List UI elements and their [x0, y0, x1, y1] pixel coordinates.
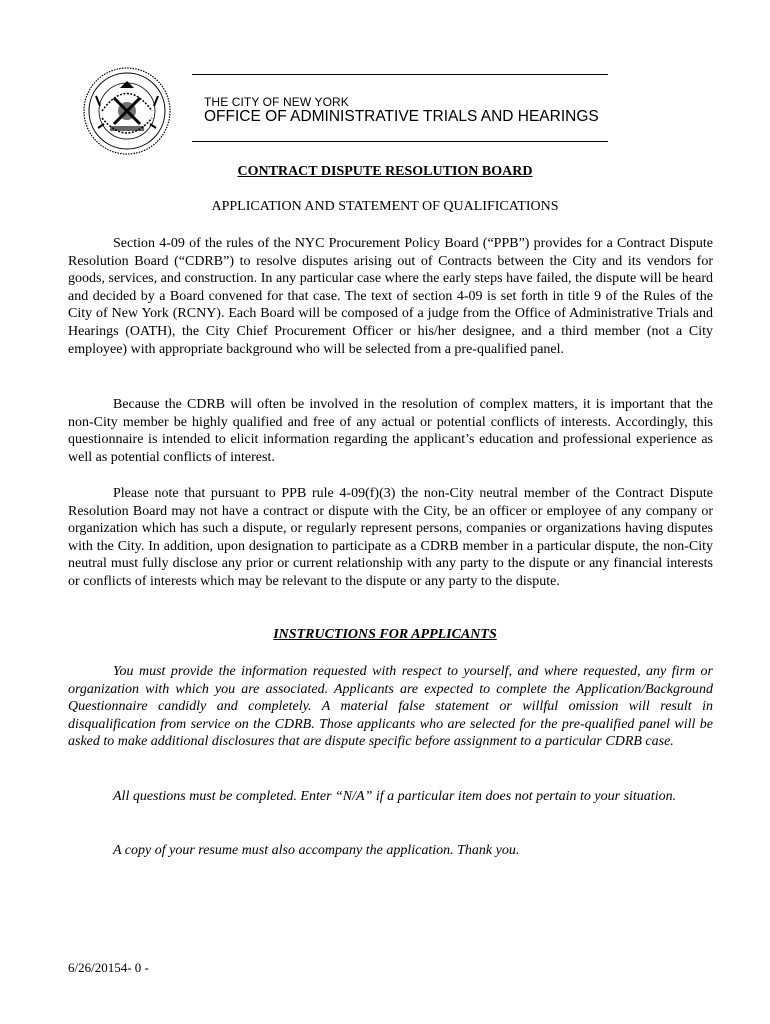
- document-title: CONTRACT DISPUTE RESOLUTION BOARD: [237, 164, 533, 179]
- paragraph-ppb-rule: [68, 485, 713, 591]
- paragraph-text: Because the CDRB will often be involved in the resolution of complex matters, it is important that the non-City member be highly qualified and free of any actual or potential conflicts of interests. Accordingly, this questionnaire is intended to elicit information regarding the applicant’s education and professional experience as well as potential conflicts of interest.: [68, 397, 713, 465]
- header-rule-bottom: [192, 141, 608, 142]
- paragraph-text: Please note that pursuant to PPB rule 4-09(f)(3) the non-City neutral member of the Contract Dispute Resolution Board may not have a contract or dispute with the City, be an officer or employee of any company or organization which has such a dispute, or regularly represent persons, companies or organizations having disputes with the City. In addition, upon designation to participate as a CDRB member in a particular dispute, the non-City neutral must fully disclose any prior or current relationship with any party to the dispute or any financial interests or conflicts of interests which may be relevant to the dispute or any party to the dispute.: [68, 486, 713, 589]
- page-footer: 6/26/20154- 0 -: [68, 960, 149, 975]
- instruction-text: You must provide the information requested with respect to yourself, and where requested, any firm or organization with which you are associated. Applicants are expected to complete the Application/Background Questionnaire candidly and completely. A material false statement or willful omission will result in disqualification from service on the CDRB. Those applicants who are selected for the pre-qualified panel will be asked to make additional disclosures that are dispute specific before assignment to a particular CDRB case.: [68, 664, 713, 750]
- document-subtitle: APPLICATION AND STATEMENT OF QUALIFICATIONS: [211, 199, 559, 214]
- paragraph-section-4-09: [68, 235, 713, 358]
- city-name: THE CITY OF NEW YORK: [204, 95, 349, 109]
- instruction-resume: [68, 842, 713, 860]
- paragraph-conflicts: [68, 396, 713, 466]
- instruction-text: A copy of your resume must also accompany the application. Thank you.: [113, 843, 520, 858]
- paragraph-text: Section 4-09 of the rules of the NYC Procurement Policy Board (“PPB”) provides for a Contract Dispute Resolution Board (“CDRB”) to resolve disputes arising out of Contracts between the City and its vendors for goods, services, and construction. In any particular case where the early steps have failed, the dispute will be heard and decided by a Board convened for that case. The text of section 4-09 is set forth in title 9 of the Rules of the City of New York (RCNY). Each Board will be composed of a judge from the Office of Administrative Trials and Hearings (OATH), the City Chief Procurement Officer or his/her designee, and a third member (not a City employee) with appropriate background who will be selected from a pre-qualified panel.: [68, 236, 713, 357]
- instruction-text: All questions must be completed. Enter “N/A” if a particular item does not pertain to your situation.: [113, 789, 677, 804]
- instruction-information: [68, 663, 713, 751]
- nyc-seal-icon: [82, 66, 172, 156]
- header-rule-top: [192, 74, 608, 75]
- office-name: OFFICE OF ADMINISTRATIVE TRIALS AND HEARINGS: [204, 108, 599, 125]
- instruction-questions: [68, 788, 713, 806]
- instructions-heading: INSTRUCTIONS FOR APPLICANTS: [273, 627, 497, 642]
